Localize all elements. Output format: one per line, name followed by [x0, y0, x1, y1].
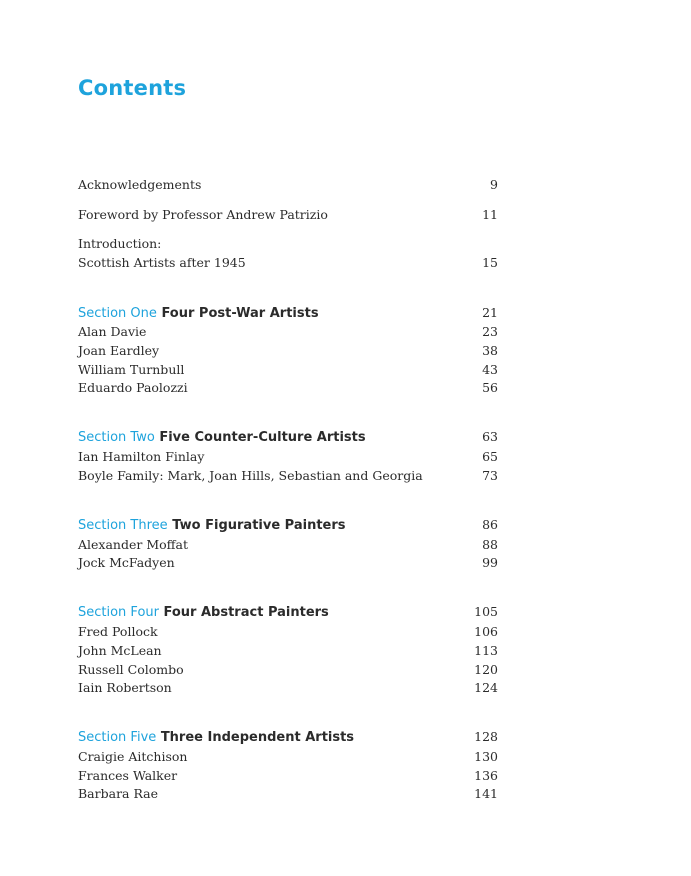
entry-label: Barbara Rae	[78, 786, 159, 801]
entry-page: 124	[474, 680, 498, 695]
toc-entry[interactable]	[78, 323, 498, 341]
section-heading-two[interactable]	[78, 428, 498, 446]
entry-label: Fred Pollock	[78, 624, 158, 639]
entry-page: 106	[474, 624, 498, 639]
entry-label: Iain Robertson	[78, 680, 172, 695]
entry-label: Joan Eardley	[78, 343, 160, 358]
entry-page: 141	[474, 786, 498, 801]
entry-label-line2: Scottish Artists after 1945	[78, 254, 246, 270]
entry-page: 56	[482, 380, 498, 395]
entry-page: 11	[482, 207, 498, 222]
entry-page: 130	[474, 749, 498, 764]
section-label: Section Two	[78, 430, 155, 445]
entry-page: 113	[474, 643, 498, 658]
toc-entry[interactable]	[78, 785, 498, 803]
section-heading-one[interactable]	[78, 304, 498, 322]
entry-label: John McLean	[78, 643, 162, 658]
entry-label: Ian Hamilton Finlay	[78, 449, 205, 464]
section-page: 86	[482, 517, 498, 532]
toc-entry[interactable]	[78, 379, 498, 397]
section-heading-four[interactable]	[78, 603, 498, 621]
toc-entry[interactable]	[78, 536, 498, 554]
entry-label: Foreword by Professor Andrew Patrizio	[78, 207, 328, 222]
entry-label: Boyle Family: Mark, Joan Hills, Sebastian and Georgia	[78, 468, 423, 483]
entry-label: Acknowledgements	[78, 177, 202, 192]
entry-label-line1: Introduction:	[78, 236, 162, 251]
toc-entry[interactable]	[78, 467, 498, 485]
section-label: Section Four	[78, 605, 159, 620]
entry-page: 9	[490, 177, 498, 192]
section-title: Four Post-War Artists	[161, 306, 319, 321]
entry-page: 65	[482, 449, 498, 464]
section-title: Two Figurative Painters	[172, 518, 346, 533]
section-page: 105	[474, 604, 498, 619]
toc-entry[interactable]	[78, 342, 498, 360]
entry-page: 23	[482, 324, 498, 339]
toc-entry[interactable]	[78, 679, 498, 697]
section-title: Five Counter-Culture Artists	[159, 430, 366, 445]
entry-label: Jock McFadyen	[78, 555, 175, 570]
entry-page: 120	[474, 662, 498, 677]
toc-entry-acknowledgements[interactable]	[78, 176, 498, 194]
section-heading-five[interactable]	[78, 728, 498, 746]
entry-label: Frances Walker	[78, 768, 178, 783]
entry-label: Russell Colombo	[78, 662, 184, 677]
entry-label: Alexander Moffat	[78, 537, 189, 552]
toc-entry-introduction[interactable]	[78, 235, 498, 272]
toc-entry[interactable]	[78, 642, 498, 660]
toc-entry[interactable]	[78, 554, 498, 572]
entry-label: Alan Davie	[78, 324, 147, 339]
toc-entry[interactable]	[78, 448, 498, 466]
toc-entry-foreword[interactable]	[78, 206, 498, 224]
section-page: 63	[482, 429, 498, 444]
toc-entry[interactable]	[78, 767, 498, 785]
entry-page: 88	[482, 537, 498, 552]
toc-entry[interactable]	[78, 361, 498, 379]
entry-label: Eduardo Paolozzi	[78, 380, 188, 395]
entry-label: William Turnbull	[78, 362, 185, 377]
section-page: 21	[482, 305, 498, 320]
toc-entry[interactable]	[78, 623, 498, 641]
entry-page: 15	[482, 254, 498, 270]
toc-entry[interactable]	[78, 661, 498, 679]
section-page: 128	[474, 729, 498, 744]
section-label: Section Three	[78, 518, 168, 533]
entry-page: 136	[474, 768, 498, 783]
section-title: Four Abstract Painters	[163, 605, 329, 620]
entry-page: 43	[482, 362, 498, 377]
page-title: Contents	[78, 76, 187, 100]
entry-label: Craigie Aitchison	[78, 749, 188, 764]
entry-page: 73	[482, 468, 498, 483]
toc-entry[interactable]	[78, 748, 498, 766]
entry-page: 38	[482, 343, 498, 358]
section-title: Three Independent Artists	[160, 730, 355, 745]
entry-page: 99	[482, 555, 498, 570]
section-heading-three[interactable]	[78, 516, 498, 534]
section-label: Section Five	[78, 730, 157, 745]
section-label: Section One	[78, 306, 157, 321]
